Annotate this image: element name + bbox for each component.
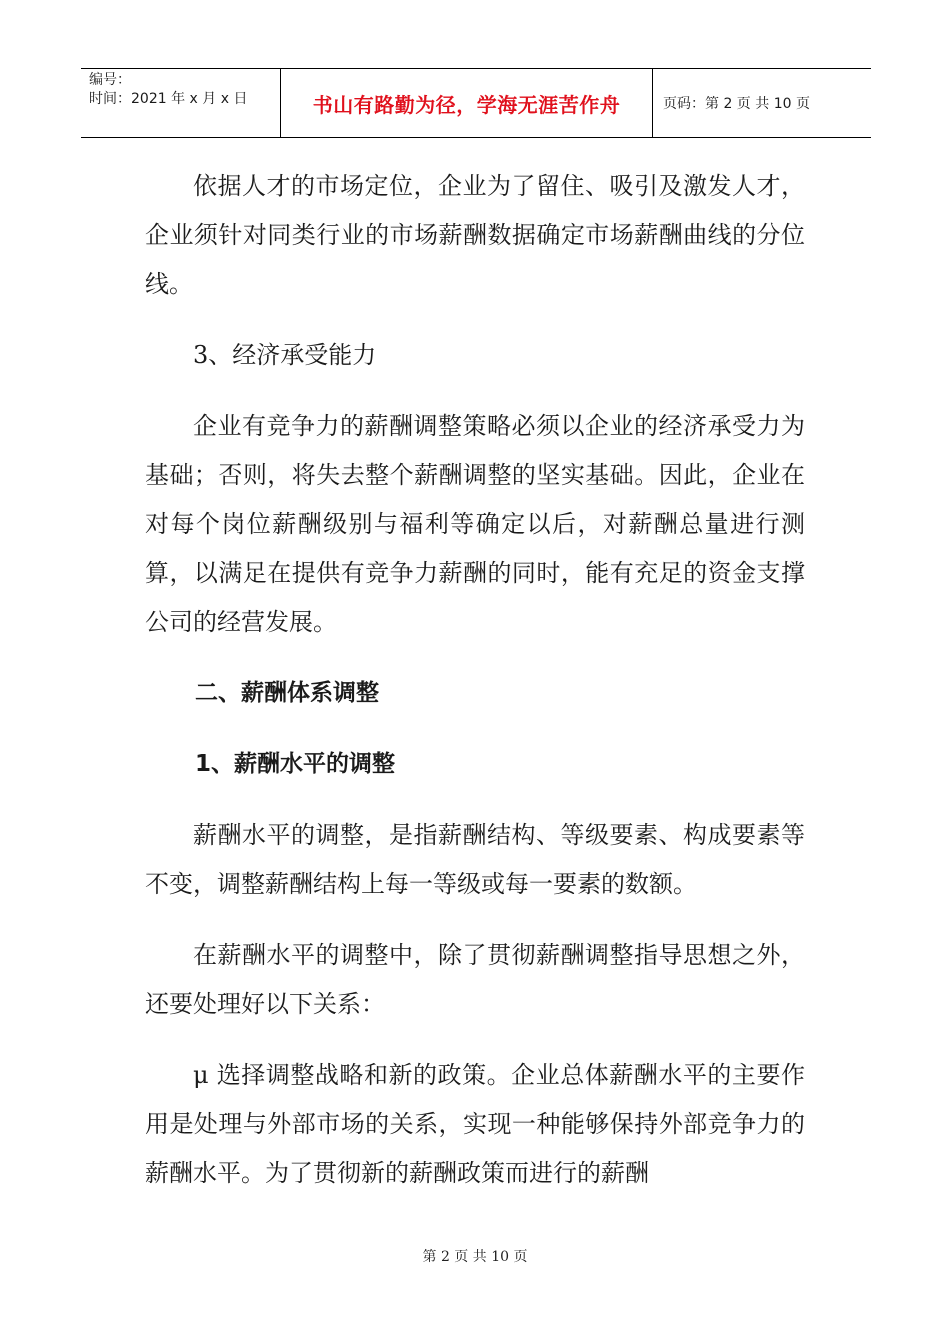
paragraph-relations-intro: 在薪酬水平的调整中，除了贯彻薪酬调整指导思想之外，还要处理好以下关系： [145, 941, 805, 1018]
paragraph-salary-level-definition: 薪酬水平的调整，是指薪酬结构、等级要素、构成要素等不变，调整薪酬结构上每一等级或每一要素的数额。 [145, 821, 805, 898]
paragraph-economic-capacity: 企业有竞争力的薪酬调整策略必须以企业的经济承受力为基础；否则，将失去整个薪酬调整的坚实基础。因此，企业在对每个岗位薪酬级别与福利等确定以后，对薪酬总量进行测算，以满足在提供有竞争力薪酬的同时，能有充足的资金支撑公司的经营发展。 [145, 412, 805, 636]
paragraph-market-position: 依据人才的市场定位，企业为了留住、吸引及激发人才，企业须针对同类行业的市场薪酬数据确定市场薪酬曲线的分位线。 [145, 172, 805, 298]
header-motto: 书山有路勤为径，学海无涯苦作舟 [281, 69, 653, 137]
document-time-label: 时间：2021 年 x 月 x 日 [89, 91, 248, 107]
paragraph-strategy-policy: μ 选择调整战略和新的政策。企业总体薪酬水平的主要作用是处理与外部市场的关系，实现一种能够保持外部竞争力的薪酬水平。为了贯彻新的薪酬政策而进行的薪酬 [145, 1061, 805, 1187]
document-number-label: 编号： [89, 72, 131, 88]
header-meta [81, 69, 281, 137]
section-heading-salary-system: 二、薪酬体系调整 [195, 680, 379, 706]
subsection-heading-salary-level: 1、薪酬水平的调整 [195, 751, 396, 777]
header-page-info: 页码：第 2 页 共 10 页 [663, 96, 810, 112]
subheading-economic-capacity: 3、经济承受能力 [193, 341, 377, 369]
page-footer: 第 2 页 共 10 页 [422, 1249, 528, 1265]
document-body [145, 162, 805, 1220]
document-header [81, 68, 871, 138]
